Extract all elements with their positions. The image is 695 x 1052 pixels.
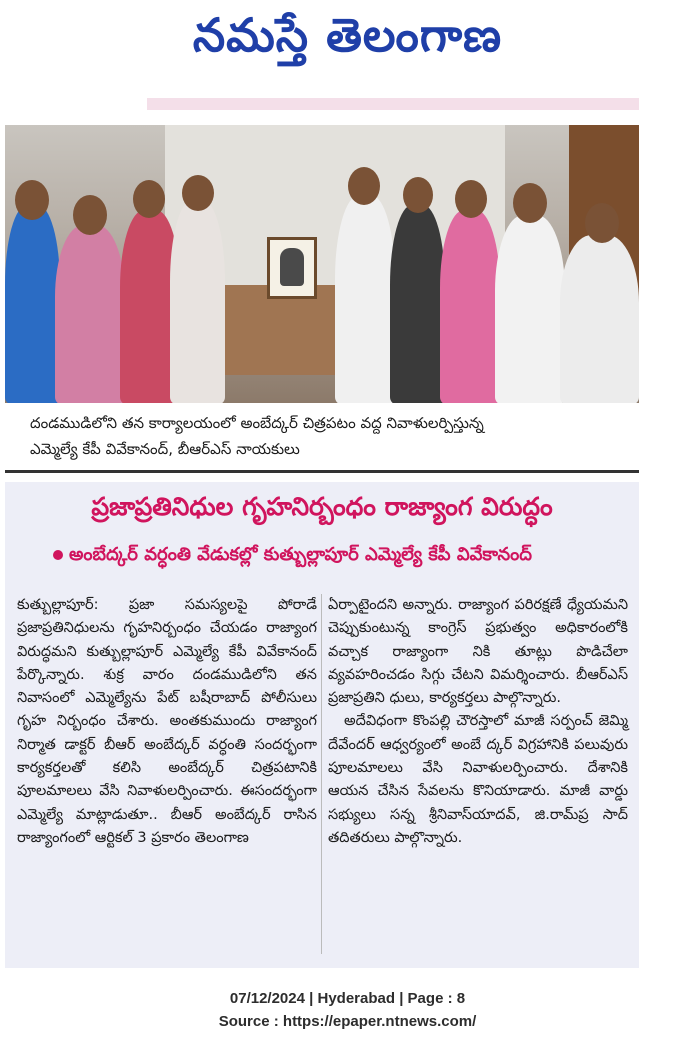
person-head <box>403 177 433 213</box>
person-figure <box>5 205 60 403</box>
article-paragraph: ఏర్పాటైందని అన్నారు. రాజ్యాంగ పరిరక్షణే ధ్యేయమని చెప్పుకుంటున్న కాంగ్రెస్ ప్రభుత్వం అధికారంలోకి వచ్చాక రాజ్యాంగా నికి తూట్లు పొడిచేలా వ్యవహరించడం సిగ్గు చేటని విమర్శించారు. బీఆర్ఎస్ ప్రజాప్రతిని ధులు, కార్యకర్తలు పాల్గొన్నారు. <box>328 597 628 707</box>
masthead <box>0 0 695 100</box>
column-separator <box>321 594 322 954</box>
portrait-figure <box>280 248 304 286</box>
person-figure <box>55 225 125 403</box>
person-figure <box>335 195 395 403</box>
article-paragraph: కుత్బుల్లాపూర్: ప్రజా సమస్యలపై పోరాడే ప్రజాప్రతినిధులను గృహనిర్బంధం చేయడం రాజ్యాంగ విరుద్ధమని కుత్బుల్లాపూర్ ఎమ్మెల్యే కేపీ వివేకానంద్ పేర్కొన్నారు. శుక్ర వారం దండముడిలోని తన నివాసంలో ఎమ్మెల్యేను పేట్ బషీరాబాద్ పోలీసులు గృహ నిర్బంధం చేశారు. అంతకుముందు రాజ్యాంగ నిర్మాత డాక్టర్ బీఆర్ అంబేద్కర్ వర్ధంతి సందర్భంగా కార్యకర్తలతో కలిసి అంబేద్కర్ చిత్రపటానికి పూలమాలలు వేసి నివాళులర్పించారు. ఈసందర్భంగా ఎమ్మెల్యే మాట్లాడుతూ.. బీఆర్ అంబేద్కర్ రాసిన రాజ్యాంగంలో ఆర్టికల్ 3 ప్రకారం తెలంగాణ <box>17 597 317 846</box>
masthead-bar <box>147 98 639 110</box>
article-column-left <box>17 594 317 850</box>
photo-caption <box>30 410 630 462</box>
news-photo <box>5 125 639 403</box>
article-column-right <box>328 594 628 850</box>
subheadline-text: అంబేద్కర్ వర్ధంతి వేడుకల్లో కుత్బుల్లాపూర్ ఎమ్మెల్యే కేపీ వివేకానంద్ <box>69 544 532 565</box>
article-subheadline <box>53 544 532 569</box>
article-paragraph: అదేవిధంగా కొంపల్లి చౌరస్తాలో మాజీ సర్పంచ్ జెమ్మి దేవేందర్ ఆధ్వర్యంలో అంబే ద్కర్ విగ్రహానికి పలువురు పూలమాలలు వేసి నివాళులర్పించారు. దేశానికి ఆయన చేసిన సేవలను కొనియాడారు. మాజీ వార్డు సభ్యులు సన్న శ్రీనివాస్‌యాదవ్, జి.రామ్‌ప్ర సాద్ తదితరులు పాల్గొన్నారు. <box>328 713 628 846</box>
footer-source: Source : https://epaper.ntnews.com/ <box>218 1013 477 1030</box>
person-figure <box>440 210 500 403</box>
footer-date-page: 07/12/2024 | Hyderabad | Page : 8 <box>229 990 466 1007</box>
person-figure <box>495 215 565 403</box>
person-head <box>585 203 619 243</box>
person-head <box>15 180 49 220</box>
person-head <box>133 180 165 218</box>
article <box>5 482 639 968</box>
section-divider <box>5 470 639 473</box>
newspaper-logo: నమస్తే తెలంగాణ <box>192 8 503 62</box>
ambedkar-portrait <box>267 237 317 299</box>
person-figure <box>170 200 225 403</box>
person-head <box>348 167 380 205</box>
person-head <box>73 195 107 235</box>
caption-line: ఎమ్మెల్యే కేపీ వివేకానంద్, బీఆర్ఎస్ నాయకులు <box>30 440 300 458</box>
person-head <box>513 183 547 223</box>
person-head <box>182 175 214 211</box>
person-figure <box>560 235 639 403</box>
caption-line: దండముడిలోని తన కార్యాలయంలో అంబేద్కర్ చిత్రపటం వద్ద నివాళులర్పిస్తున్న <box>30 414 484 432</box>
person-head <box>455 180 487 218</box>
article-headline: ప్రజాప్రతినిధుల గృహనిర్బంధం రాజ్యాంగ విరుద్ధం <box>91 492 553 521</box>
person-figure <box>390 205 445 403</box>
bullet-icon <box>53 550 63 560</box>
